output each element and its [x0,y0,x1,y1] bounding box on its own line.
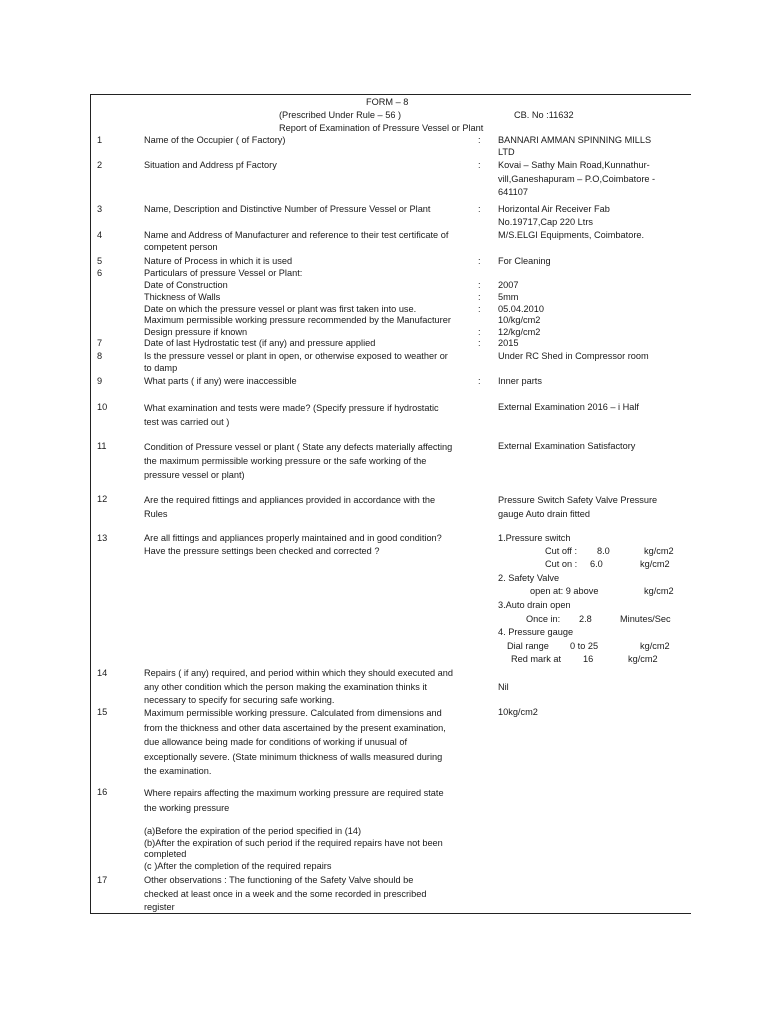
answer [498,203,694,229]
row-number: 11 [97,441,107,451]
question [144,532,474,558]
question-text: Are the required fittings and appliances provided in accordance with the [144,495,436,505]
open-at-label: open at: 9 above [530,586,599,596]
row-number: 14 [97,668,108,678]
answer-text: 05.04.2010 [498,304,544,314]
question-text: Repairs ( if any) required, and period within which they should executed and [144,668,453,678]
row-number: 1 [97,135,103,145]
question [144,786,474,815]
cut-off-value: 8.0 [597,546,610,556]
answer-text: M/S.ELGI Equipments, Coimbatore. [498,230,645,240]
question-text: Condition of Pressure vessel or plant ( State any defects materially affecting [144,442,453,452]
question-text: Where repairs affecting the maximum working pressure are required state [144,788,444,798]
row-number: 16 [97,787,108,797]
answer-text: 641107 [498,187,528,197]
answer-text: 10kg/cm2 [498,707,538,717]
question-text: the examination. [144,766,212,776]
dial-range-unit: kg/cm2 [640,641,670,651]
answer [498,134,694,158]
answer-text: LTD [498,147,515,157]
question [144,255,474,267]
answer-text: No.19717,Cap 220 Ltrs [498,217,594,227]
cut-on-label: Cut on : [545,559,578,569]
colon: : [478,327,481,337]
question-text: due allowance being made for conditions of working if unusual of [144,737,408,747]
row-number: 2 [97,160,103,170]
question [144,706,474,779]
answer-text: Kovai – Sathy Main Road,Kunnathur- [498,160,650,170]
row-number: 3 [97,204,103,214]
question-text: Name of the Occupier ( of Factory) [144,135,286,145]
question [144,874,474,915]
colon: : [478,338,481,348]
question [144,350,474,374]
question-text: Have the pressure settings been checked and corrected ? [144,546,380,556]
question-text: Maximum permissible working pressure recommended by the Manufacturer [144,315,451,325]
answer-text: vill,Ganeshapuram – P.O,Coimbatore - [498,173,656,184]
pressure-switch-title: 1.Pressure switch [498,533,571,543]
question-text: register [144,902,175,912]
question-text: Date on which the pressure vessel or plant was first taken into use. [144,304,417,314]
answer [498,401,694,413]
row-number: 7 [97,338,103,348]
question [144,159,474,171]
question-text: the maximum permissible working pressure or the safe working of the [144,456,427,466]
answer [498,681,694,693]
row-number: 12 [97,494,108,504]
open-at-unit: kg/cm2 [644,586,674,596]
red-mark-unit: kg/cm2 [628,654,658,664]
row-number: 9 [97,376,103,386]
question [144,267,474,279]
answer-text: Inner parts [498,376,542,386]
question-text: Date of last Hydrostatic test (if any) and pressure applied [144,338,376,348]
cb-number: CB. No :11632 [514,110,574,120]
row-number: 8 [97,351,103,361]
question-text: Particulars of pressure Vessel or Plant: [144,268,303,278]
answer-text: 2007 [498,280,519,290]
question-text: Design pressure if known [144,327,248,337]
red-mark-value: 16 [583,654,594,664]
colon: : [478,292,481,302]
question-text: Are all fittings and appliances properly maintained and in good condition? [144,533,442,543]
row-number: 6 [97,268,103,278]
colon: : [478,304,481,314]
question-text: any other condition which the person making the examination thinks it [144,681,427,692]
question-text: the working pressure [144,802,230,813]
answer [498,255,694,267]
dial-range-label: Dial range [507,641,549,651]
question-text: What parts ( if any) were inaccessible [144,376,297,386]
question [144,667,474,708]
question-text: Situation and Address pf Factory [144,160,277,170]
cut-off-unit: kg/cm2 [644,546,674,556]
question [144,134,474,146]
question-text: Thickness of Walls [144,292,221,302]
once-in-label: Once in: [526,614,561,624]
question-text: completed [144,849,187,859]
answer [498,493,694,521]
answer [498,440,694,452]
answer [498,159,694,200]
question-text: What examination and tests were made? (Specify pressure if hydrostatic [144,403,439,413]
question-text: Name and Address of Manufacturer and reference to their test certificate of [144,230,449,240]
question-text: (c )After the completion of the required repairs [144,860,332,871]
row-number: 13 [97,533,108,543]
question-text: to damp [144,363,178,373]
question [144,440,474,482]
colon: : [478,204,481,214]
question [144,229,474,253]
question [144,375,474,387]
answer-text: Pressure Switch Safety Valve Pressure [498,495,658,505]
question-text: Name, Description and Distinctive Number of Pressure Vessel or Plant [144,204,431,214]
answer-text: Horizontal Air Receiver Fab [498,204,610,214]
question-text: checked at least once in a week and the some recorded in prescribed [144,888,427,899]
row-number: 4 [97,230,103,240]
answer-text: External Examination 2016 – i Half [498,402,639,412]
cut-off-label: Cut off : [545,546,578,556]
question-text: necessary to specify for securing safe working. [144,695,335,705]
answer-text: 10/kg/cm2 [498,315,541,325]
cut-on-value: 6.0 [590,559,603,569]
form-title: FORM – 8 [366,97,409,107]
once-in-unit: Minutes/Sec [620,614,671,624]
question-text: from the thickness and other data ascertained by the present examination, [144,722,446,733]
row-number: 17 [97,875,108,885]
answer-text: External Examination Satisfactory [498,441,636,451]
question-text: exceptionally severe. (State minimum thickness of walls measured during [144,751,443,762]
answer [498,229,694,241]
question-text: Nature of Process in which it is used [144,256,293,266]
question-text: competent person [144,242,218,252]
question-text: pressure vessel or plant) [144,470,245,480]
answer-text: 12/kg/cm2 [498,327,541,337]
answer-text: 5mm [498,292,519,302]
answer-text: BANNARI AMMAN SPINNING MILLS [498,135,652,145]
row-number: 10 [97,402,108,412]
safety-valve-title: 2. Safety Valve [498,573,560,583]
red-mark-label: Red mark at [511,654,562,664]
question-text: Date of Construction [144,280,228,290]
question-text: test was carried out ) [144,417,230,427]
cut-on-unit: kg/cm2 [640,559,670,569]
question-text: Maximum permissible working pressure. Calculated from dimensions and [144,708,442,718]
question-text: Rules [144,509,168,519]
colon: : [478,135,481,145]
question-text: Is the pressure vessel or plant in open, or otherwise exposed to weather or [144,351,448,361]
report-title: Report of Examination of Pressure Vessel or Plant [279,123,484,133]
question [144,337,474,349]
question-text: (a)Before the expiration of the period specified in (14) [144,826,362,836]
prescribed-rule: (Prescribed Under Rule – 56 ) [279,110,402,120]
row-number: 5 [97,256,103,266]
answer [498,706,694,718]
answer [498,337,694,349]
dial-range-value: 0 to 25 [570,641,599,651]
row-number: 15 [97,707,108,717]
question [144,493,474,521]
question-text: (b)After the expiration of such period if the required repairs have not been [144,837,443,848]
answer-text: Under RC Shed in Compressor room [498,351,649,361]
question-text: Other observations : The functioning of the Safety Valve should be [144,875,414,885]
answer-text: 2015 [498,338,519,348]
pressure-gauge-title: 4. Pressure gauge [498,627,574,637]
question [144,401,474,429]
answer-text: For Cleaning [498,256,551,266]
answer [498,375,694,387]
question [144,203,474,215]
answer-text: gauge Auto drain fitted [498,509,590,519]
auto-drain-title: 3.Auto drain open [498,600,571,610]
answer [498,350,694,362]
colon: : [478,256,481,266]
answer-text: Nil [498,682,509,692]
once-in-value: 2.8 [579,614,592,624]
colon: : [478,160,481,170]
colon: : [478,280,481,290]
colon: : [478,376,481,386]
